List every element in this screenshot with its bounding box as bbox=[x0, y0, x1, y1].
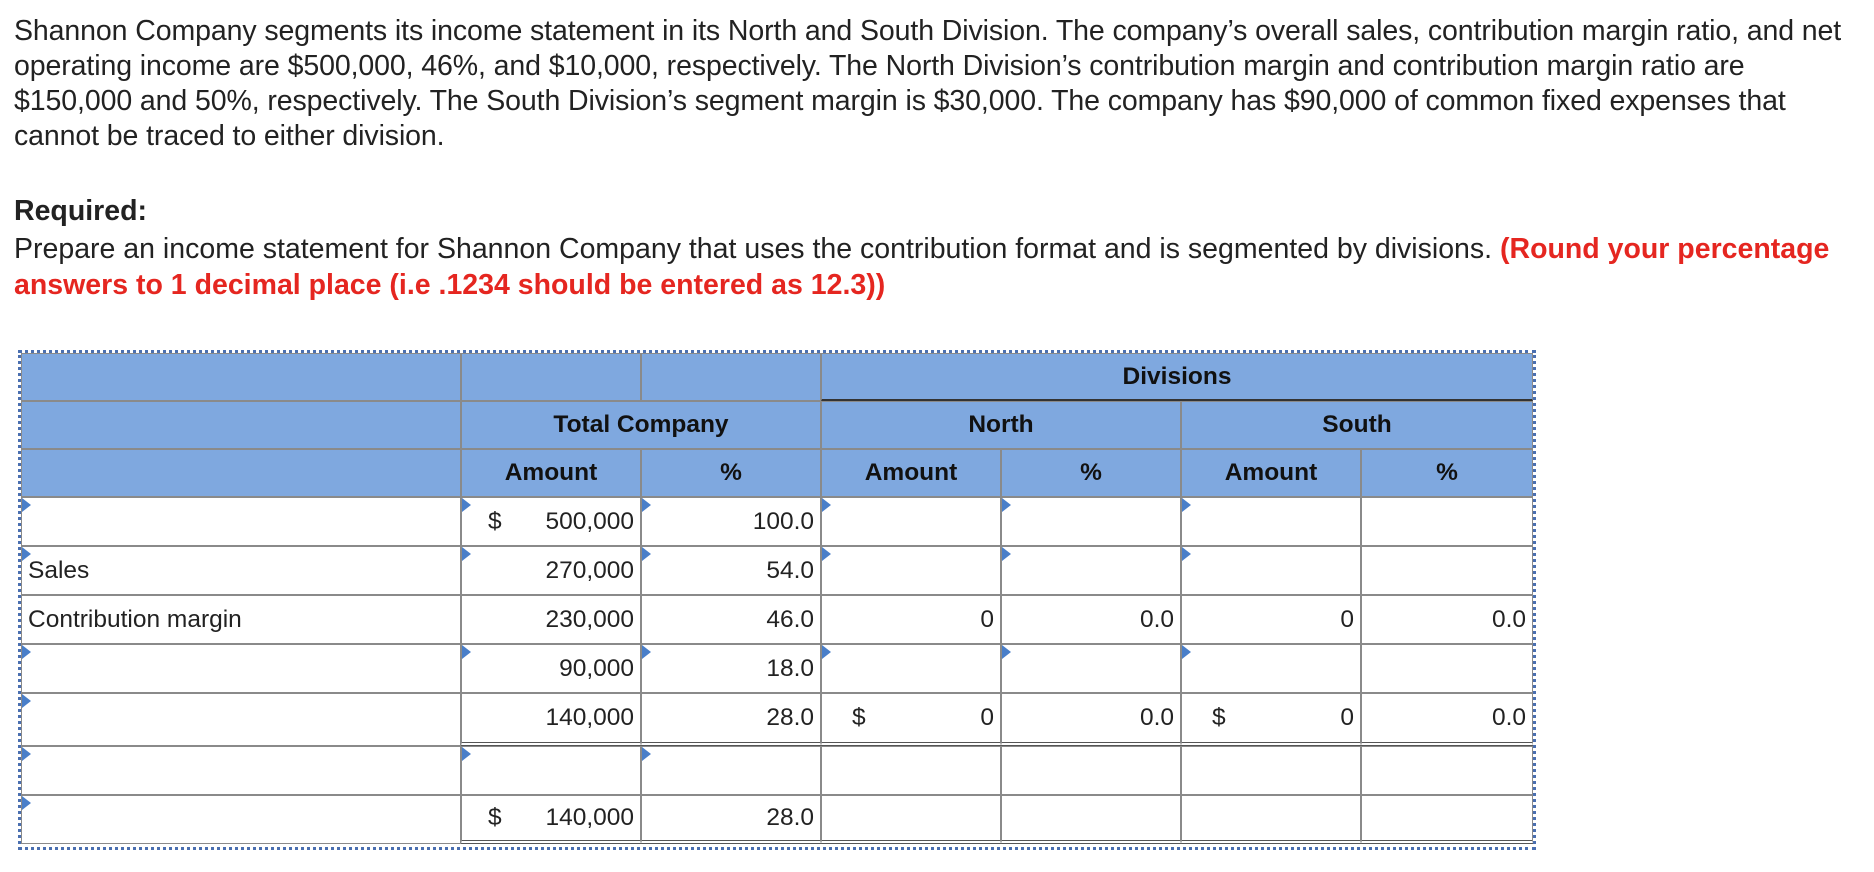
row-5-north-amount bbox=[821, 693, 1001, 746]
row-7-north-amount bbox=[821, 795, 1001, 844]
input-marker-icon bbox=[22, 498, 31, 512]
row-2-total-amount-text: 270,000 bbox=[545, 556, 634, 584]
input-marker-icon bbox=[642, 498, 651, 512]
row-1-total-amount-text: 500,000 bbox=[545, 507, 634, 535]
input-marker-icon bbox=[462, 498, 471, 512]
row-1-total-amount bbox=[461, 497, 641, 546]
input-marker-icon bbox=[462, 747, 471, 761]
input-marker-icon bbox=[1182, 547, 1191, 561]
row-1-north-amount[interactable] bbox=[821, 497, 1001, 546]
row-5-south-amount bbox=[1181, 693, 1361, 746]
south-header-text: South bbox=[1322, 411, 1392, 438]
row-5-north-amount-text: 0 bbox=[980, 704, 994, 731]
row-7-total-amount-text: 140,000 bbox=[545, 804, 634, 831]
north-header-text: North bbox=[968, 411, 1034, 438]
north-amount-header bbox=[821, 449, 1001, 497]
header-blank-r1 bbox=[21, 353, 461, 401]
total-percent-header bbox=[641, 449, 821, 497]
row-1-north-percent[interactable] bbox=[1001, 497, 1181, 546]
row-5-total-percent-text: 28.0 bbox=[766, 704, 814, 731]
row-4-south-percent[interactable] bbox=[1361, 644, 1533, 693]
row-3-total-amount-text: 230,000 bbox=[545, 605, 634, 633]
input-marker-icon bbox=[642, 645, 651, 659]
row-1-south-percent[interactable] bbox=[1361, 497, 1533, 546]
south-percent-header-text: % bbox=[1436, 459, 1458, 486]
row-2-south-percent[interactable] bbox=[1361, 546, 1533, 595]
row-4-total-amount-text: 90,000 bbox=[559, 654, 634, 682]
south-header bbox=[1181, 401, 1533, 449]
total-company-header bbox=[461, 401, 821, 449]
row-4-north-percent[interactable] bbox=[1001, 644, 1181, 693]
row-7-south-percent bbox=[1361, 795, 1533, 844]
required-heading: Required: bbox=[14, 195, 148, 227]
row-7-north-percent bbox=[1001, 795, 1181, 844]
input-marker-icon bbox=[822, 498, 831, 512]
south-amount-header bbox=[1181, 449, 1361, 497]
row-3-total-percent-text: 46.0 bbox=[766, 605, 814, 633]
total-amount-header-text: Amount bbox=[504, 459, 598, 486]
input-marker-icon bbox=[22, 796, 31, 810]
input-marker-icon bbox=[22, 694, 31, 708]
row-4-label[interactable] bbox=[21, 644, 461, 693]
south-percent-header bbox=[1361, 449, 1533, 497]
row-6-south-percent bbox=[1361, 746, 1533, 795]
row-2-label-text: Sales bbox=[28, 556, 90, 584]
row-5-total-amount bbox=[461, 693, 641, 746]
dollar-sign: $ bbox=[852, 704, 866, 731]
north-header bbox=[821, 401, 1181, 449]
divisions-header bbox=[821, 353, 1533, 401]
input-marker-icon bbox=[22, 645, 31, 659]
input-marker-icon bbox=[1182, 645, 1191, 659]
row-3-north-percent bbox=[1001, 595, 1181, 644]
input-marker-icon bbox=[1182, 498, 1191, 512]
row-6-total-percent[interactable] bbox=[641, 746, 821, 795]
row-3-total-percent bbox=[641, 595, 821, 644]
input-marker-icon bbox=[1002, 645, 1011, 659]
row-5-north-percent-text: 0.0 bbox=[1139, 704, 1174, 731]
divisions-header-text: Divisions bbox=[1122, 362, 1232, 390]
row-3-north-percent-text: 0.0 bbox=[1139, 605, 1174, 633]
input-marker-icon bbox=[462, 645, 471, 659]
row-1-total-percent bbox=[641, 497, 821, 546]
total-company-header-text: Total Company bbox=[553, 411, 729, 438]
dollar-sign: $ bbox=[488, 507, 502, 535]
input-marker-icon bbox=[1002, 498, 1011, 512]
input-marker-icon bbox=[22, 547, 31, 561]
input-marker-icon bbox=[642, 547, 651, 561]
row-6-north-amount bbox=[821, 746, 1001, 795]
input-marker-icon bbox=[462, 547, 471, 561]
row-4-total-percent bbox=[641, 644, 821, 693]
problem-statement: Shannon Company segments its income statement in its North and South Division. The company’s overall sales, contribution margin ratio, and net operating income are $500,000, 46%, and $10,000, respectively. The North Division’s contribution margin and contribution margin ratio are $150,000 and 50%, respectively. The South Division’s segment margin is $30,000. The company has $90,000 of common fixed expenses that cannot be traced to either division. bbox=[14, 15, 1842, 152]
row-1-total-percent-text: 100.0 bbox=[752, 507, 814, 535]
row-2-north-amount[interactable] bbox=[821, 546, 1001, 595]
header-blank-r3 bbox=[21, 449, 461, 497]
income-statement-table bbox=[18, 350, 1536, 850]
required-instructions bbox=[14, 231, 1864, 303]
row-3-south-percent-text: 0.0 bbox=[1491, 605, 1526, 633]
row-5-label[interactable] bbox=[21, 693, 461, 746]
total-amount-header bbox=[461, 449, 641, 497]
rounding-note: (Round your percentage answers to 1 decimal place (i.e .1234 should be entered as 12.3)) bbox=[14, 233, 1830, 301]
input-marker-icon bbox=[822, 645, 831, 659]
input-marker-icon bbox=[1002, 547, 1011, 561]
row-7-label[interactable] bbox=[21, 795, 461, 844]
header-blank-total-pct-r1 bbox=[641, 353, 821, 401]
row-5-south-percent bbox=[1361, 693, 1533, 746]
row-2-north-percent[interactable] bbox=[1001, 546, 1181, 595]
row-4-south-amount[interactable] bbox=[1181, 644, 1361, 693]
row-5-north-percent bbox=[1001, 693, 1181, 746]
dollar-sign: $ bbox=[1212, 704, 1226, 731]
row-2-label bbox=[21, 546, 461, 595]
row-6-north-percent bbox=[1001, 746, 1181, 795]
row-6-total-amount[interactable] bbox=[461, 746, 641, 795]
row-4-total-percent-text: 18.0 bbox=[766, 654, 814, 682]
row-3-south-amount bbox=[1181, 595, 1361, 644]
south-amount-header-text: Amount bbox=[1224, 459, 1318, 486]
input-marker-icon bbox=[822, 547, 831, 561]
row-2-total-percent bbox=[641, 546, 821, 595]
row-2-total-amount bbox=[461, 546, 641, 595]
row-5-total-amount-text: 140,000 bbox=[545, 704, 634, 731]
north-percent-header-text: % bbox=[1080, 459, 1102, 486]
row-3-label-text: Contribution margin bbox=[28, 605, 242, 633]
row-1-label[interactable] bbox=[21, 497, 461, 546]
row-5-south-amount-text: 0 bbox=[1340, 704, 1354, 731]
north-amount-header-text: Amount bbox=[864, 459, 958, 486]
required-body-text: Prepare an income statement for Shannon Company that uses the contribution format and is segmented by divisions. bbox=[14, 233, 1500, 265]
row-6-label[interactable] bbox=[21, 746, 461, 795]
header-blank-total-amt-r1 bbox=[461, 353, 641, 401]
row-3-north-amount bbox=[821, 595, 1001, 644]
row-3-south-percent bbox=[1361, 595, 1533, 644]
input-marker-icon bbox=[642, 747, 651, 761]
row-7-total-amount bbox=[461, 795, 641, 844]
row-3-total-amount bbox=[461, 595, 641, 644]
row-3-north-amount-text: 0 bbox=[980, 605, 994, 633]
row-4-total-amount bbox=[461, 644, 641, 693]
total-percent-header-text: % bbox=[720, 459, 742, 486]
row-1-south-amount[interactable] bbox=[1181, 497, 1361, 546]
row-2-total-percent-text: 54.0 bbox=[766, 556, 814, 584]
row-7-south-amount bbox=[1181, 795, 1361, 844]
header-blank-r2 bbox=[21, 401, 461, 449]
row-5-total-percent bbox=[641, 693, 821, 746]
dollar-sign: $ bbox=[488, 804, 502, 831]
row-3-label bbox=[21, 595, 461, 644]
row-3-south-amount-text: 0 bbox=[1340, 605, 1354, 633]
row-7-total-percent-text: 28.0 bbox=[766, 804, 814, 831]
row-5-south-percent-text: 0.0 bbox=[1491, 704, 1526, 731]
input-marker-icon bbox=[22, 747, 31, 761]
row-4-north-amount[interactable] bbox=[821, 644, 1001, 693]
row-6-south-amount bbox=[1181, 746, 1361, 795]
row-7-total-percent bbox=[641, 795, 821, 844]
row-2-south-amount[interactable] bbox=[1181, 546, 1361, 595]
north-percent-header bbox=[1001, 449, 1181, 497]
